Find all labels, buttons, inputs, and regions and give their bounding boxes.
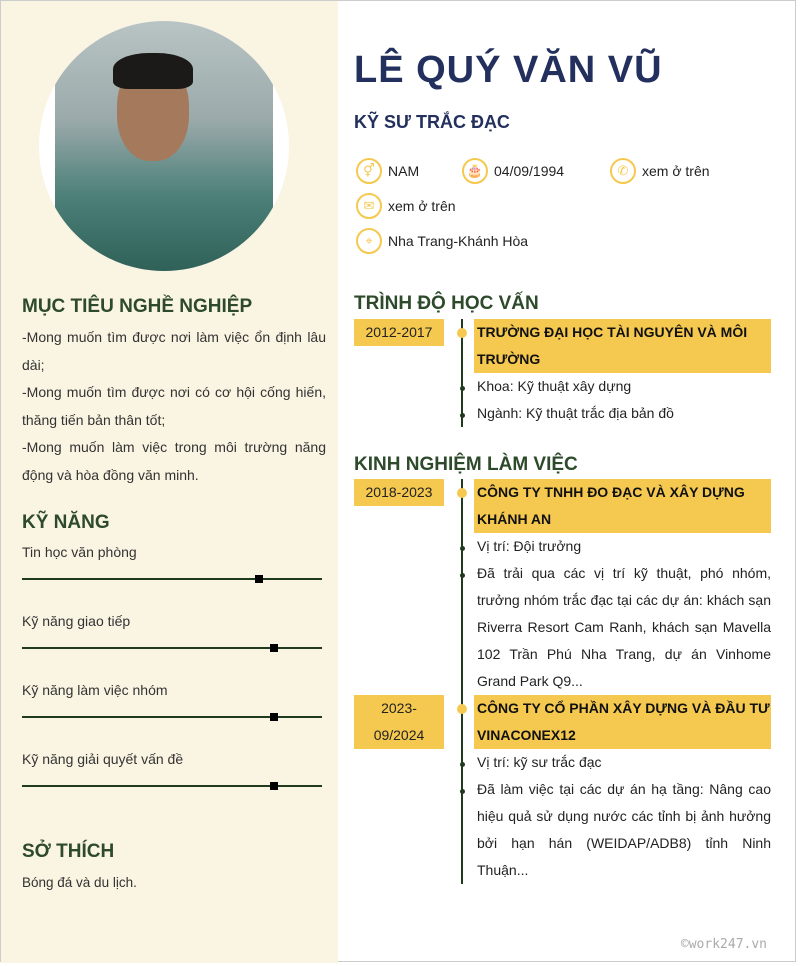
job-description: Đã trải qua các vị trí kỹ thuật, phó nhóm, trưởng nhóm trắc đạc tại các dự án: khách sạn Riverra Resort Cam Ranh, khách sạn Mavella 102 Trần Phú Nha Trang, dự án Vinhome Grand Park Q9... (477, 565, 771, 689)
email-value: xem ở trên (388, 198, 456, 214)
skill-bar (22, 716, 322, 718)
experience-heading: KINH NGHIỆM LÀM VIỆC (354, 454, 578, 475)
email-info (356, 193, 456, 219)
skill-item (22, 613, 322, 629)
phone-info (610, 158, 710, 184)
phone-value: xem ở trên (642, 163, 710, 179)
skill-label: Tin học văn phòng (22, 544, 137, 560)
address-value: Nha Trang-Khánh Hòa (388, 233, 529, 249)
birthday-value: 04/09/1994 (494, 163, 565, 179)
skills-heading: KỸ NĂNG (22, 512, 110, 533)
bullet-dot (460, 413, 465, 418)
bullet-dot (460, 789, 465, 794)
bullet-dot (460, 762, 465, 767)
skill-bar (22, 647, 322, 649)
address-info (356, 228, 528, 254)
gender-value: NAM (388, 163, 420, 179)
bullet-dot (460, 573, 465, 578)
hobbies-text: Bóng đá và du lịch. (22, 875, 137, 890)
education-faculty: Khoa: Kỹ thuật xây dựng (477, 378, 632, 394)
objective-line: -Mong muốn tìm được nơi làm việc ổn định lâu dài; (22, 329, 326, 373)
job-date: 2018-2023 (354, 479, 444, 506)
hobbies-heading: SỞ THÍCH (22, 841, 115, 862)
school-name: TRƯỜNG ĐẠI HỌC TÀI NGUYÊN VÀ MÔI TRƯỜNG (474, 319, 771, 373)
skill-bar (22, 785, 322, 787)
timeline-dot (457, 328, 467, 338)
sidebar (1, 1, 338, 963)
job-position: Vị trí: Đội trưởng (477, 538, 582, 554)
bullet-dot (460, 546, 465, 551)
skill-label: Kỹ năng giao tiếp (22, 613, 131, 629)
company-name: CÔNG TY CỔ PHẦN XÂY DỰNG VÀ ĐẦU TƯ VINACONEX12 (474, 695, 771, 749)
skill-knob (270, 644, 278, 652)
timeline-dot (457, 704, 467, 714)
objective-heading: MỤC TIÊU NGHỀ NGHIỆP (22, 296, 253, 317)
job-date: 2023-09/2024 (354, 695, 444, 749)
avatar (39, 21, 289, 271)
skill-knob (270, 713, 278, 721)
objective-text (22, 324, 326, 489)
full-name: LÊ QUÝ VĂN VŨ (354, 49, 663, 91)
birthday-info (462, 158, 564, 184)
gender-icon: ⚥ (356, 158, 382, 184)
education-major: Ngành: Kỹ thuật trắc địa bản đồ (477, 405, 674, 421)
skill-bar (22, 578, 322, 580)
skill-label: Kỹ năng làm việc nhóm (22, 682, 168, 698)
envelope-icon: ✉ (356, 193, 382, 219)
skill-item (22, 751, 322, 767)
skill-knob (255, 575, 263, 583)
timeline-line (461, 479, 463, 884)
skill-item (22, 544, 322, 560)
job-description: Đã làm việc tại các dự án hạ tầng: Nâng cao hiệu quả sử dụng nước các tỉnh bị ảnh hưởng bởi hạn hán (WEIDAP/ADB8) tỉnh Ninh Thuận... (477, 781, 771, 878)
company-name: CÔNG TY TNHH ĐO ĐẠC VÀ XÂY DỰNG KHÁNH AN (474, 479, 771, 533)
watermark: ©work247.vn (680, 937, 767, 952)
timeline-dot (457, 488, 467, 498)
education-heading: TRÌNH ĐỘ HỌC VẤN (354, 293, 539, 314)
bullet-dot (460, 386, 465, 391)
map-pin-icon: ⌖ (356, 228, 382, 254)
gender-info (356, 158, 419, 184)
birthday-cake-icon: 🎂 (462, 158, 488, 184)
objective-line: -Mong muốn tìm được nơi có cơ hội cống hiến, thăng tiến bản thân tốt; (22, 384, 326, 428)
education-date: 2012-2017 (354, 319, 444, 346)
job-position: Vị trí: kỹ sư trắc đạc (477, 754, 602, 770)
objective-line: -Mong muốn làm việc trong môi trường năng động và hòa đồng văn minh. (22, 439, 326, 483)
skill-knob (270, 782, 278, 790)
skill-label: Kỹ năng giải quyết vấn đề (22, 751, 184, 767)
phone-icon: ✆ (610, 158, 636, 184)
skill-item (22, 682, 322, 698)
job-title: KỸ SƯ TRẮC ĐẠC (354, 112, 510, 132)
